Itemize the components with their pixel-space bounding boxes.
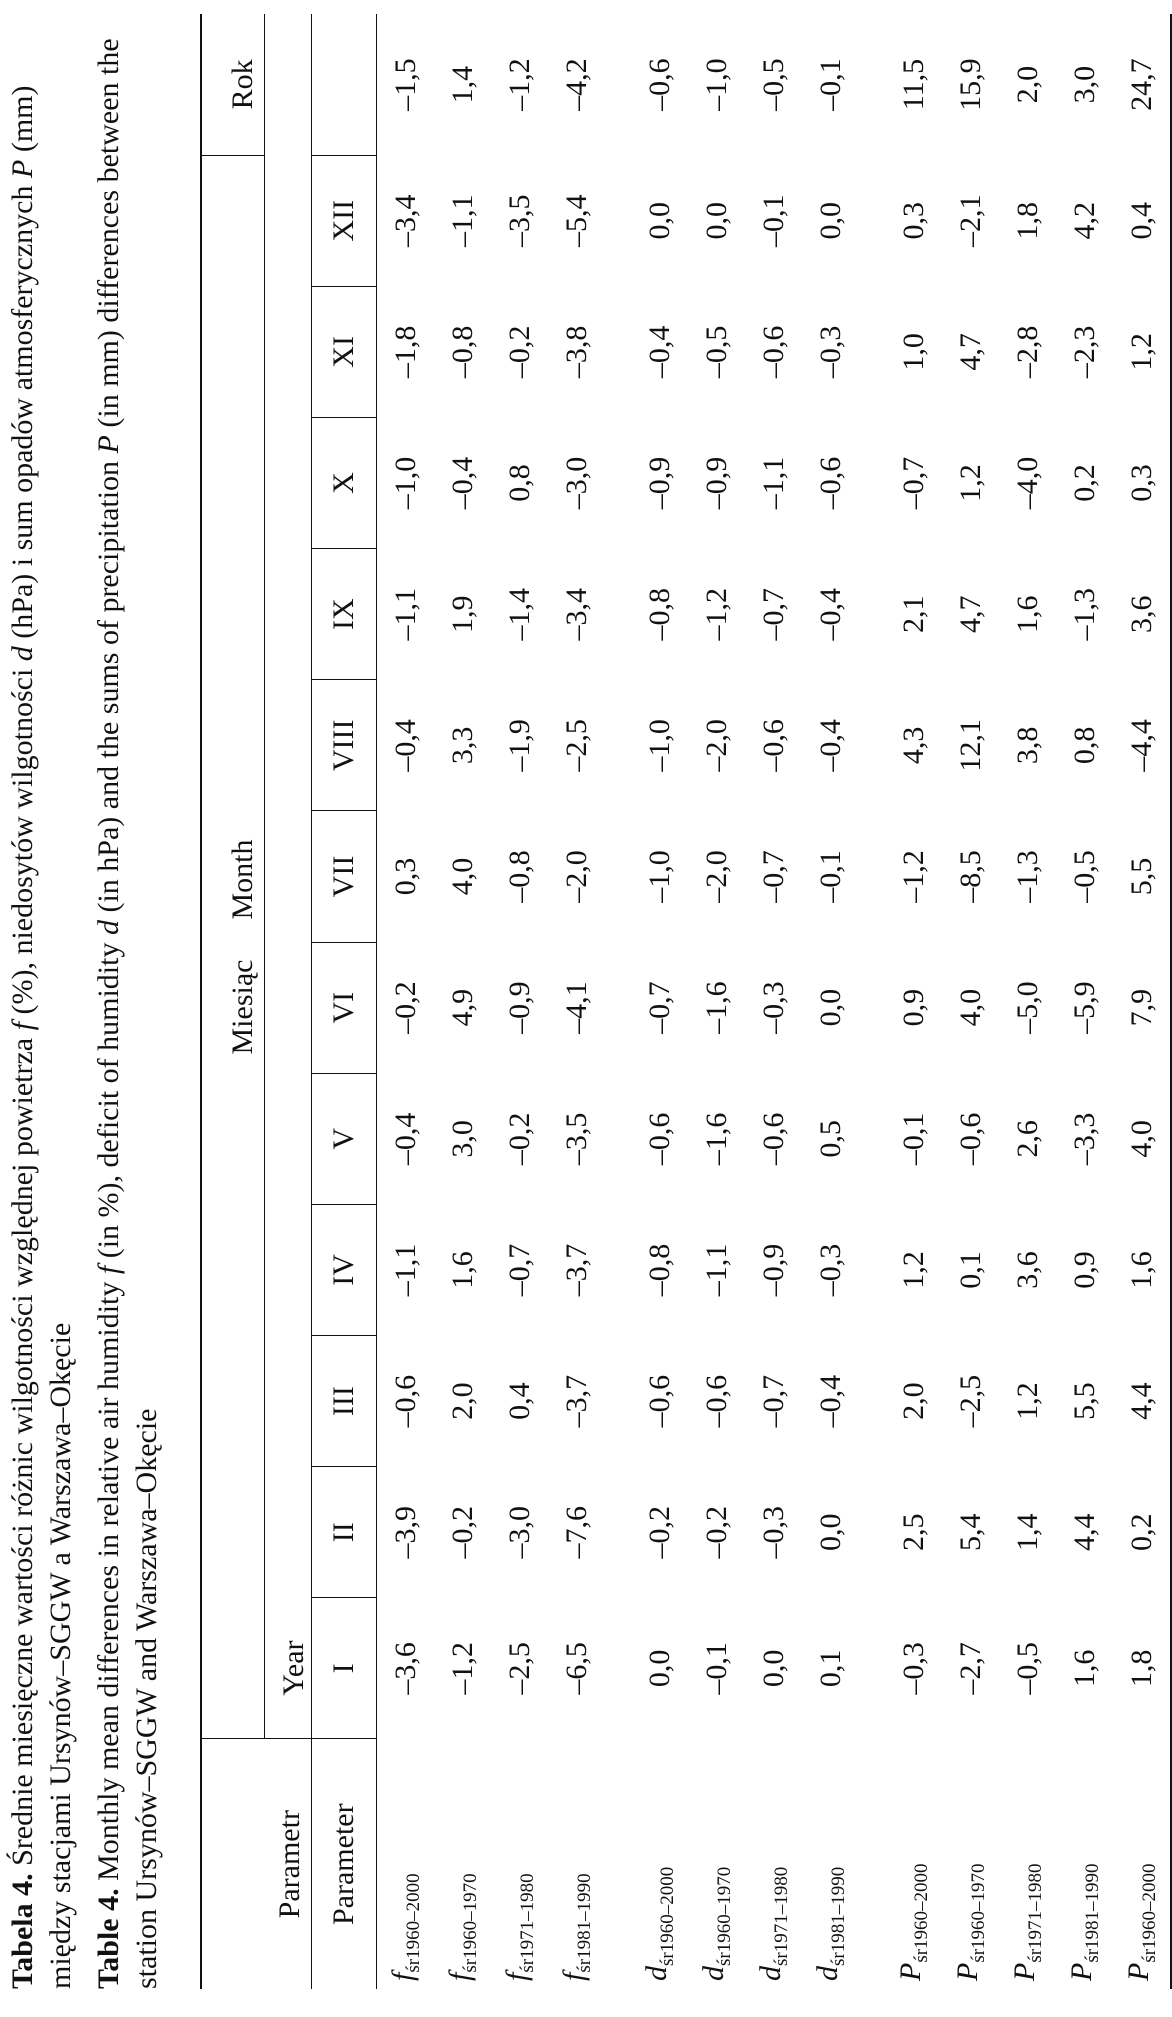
row-label: [999, 1739, 1056, 1989]
row-subscript: śr1960–2000: [911, 1863, 932, 1963]
table-row: [802, 14, 859, 1989]
month-cell: –1,0: [642, 719, 676, 772]
table-row: [688, 14, 745, 1989]
month-cell: 2,1: [896, 595, 930, 633]
month-cell: 4,7: [953, 595, 987, 633]
month-cell: –0,3: [813, 1243, 847, 1297]
month-cell: –3,4: [388, 194, 422, 247]
month-cell: –0,2: [445, 1506, 479, 1559]
month-cell: –0,6: [756, 1112, 790, 1166]
month-cell: –4,1: [559, 981, 593, 1034]
month-cell: 0,8: [1067, 726, 1101, 765]
month-cell: –0,7: [502, 1243, 536, 1297]
caption-en-text: Monthly mean differences in relative air humidity: [92, 1274, 125, 1889]
month-cell: –2,1: [953, 194, 987, 247]
month-cell: 1,6: [1113, 1204, 1171, 1335]
row-symbol: f: [500, 1972, 533, 1981]
year-cell: –0,6: [642, 58, 676, 111]
month-cell: –3,7: [559, 1374, 593, 1428]
month-cell: 0,0: [756, 1649, 790, 1688]
month-cell: –0,9: [502, 981, 536, 1034]
row-subscript: śr1981–1990: [828, 1866, 849, 1966]
month-cell: 0,9: [896, 988, 930, 1027]
month-cell: 4,4: [1113, 1336, 1171, 1467]
row-symbol: P: [1122, 1962, 1155, 1981]
month-cell: –0,8: [502, 850, 536, 903]
year-cell: –4,2: [559, 58, 593, 111]
month-cell: –1,8: [388, 325, 422, 379]
year-cell: –0,5: [756, 58, 790, 111]
month-cell: 0,3: [896, 201, 930, 240]
month-cell: –0,6: [953, 1112, 987, 1166]
month-cell: 0,0: [813, 988, 847, 1027]
month-cell: –1,4: [502, 587, 536, 641]
table-row: [491, 14, 548, 1989]
month-cell: –2,0: [699, 719, 733, 772]
month-cell: 4,4: [1067, 1513, 1101, 1552]
month-cell: –3,6: [388, 1642, 422, 1695]
month-cell: –0,2: [388, 981, 422, 1034]
month-cell: 1,8: [1010, 201, 1044, 240]
row-subscript: śr1971–1980: [517, 1873, 538, 1973]
month-cell: –3,3: [1067, 1112, 1101, 1166]
month-cell: –1,1: [445, 194, 479, 247]
row-subscript: śr1960–2000: [657, 1866, 678, 1966]
caption-en-text: (in hPa) and the sums of precipitation: [92, 453, 125, 921]
month-cell: 3,8: [1010, 726, 1044, 765]
month-cell: –0,5: [1067, 850, 1101, 903]
row-symbol: f: [557, 1972, 590, 1981]
month-cell: –0,9: [756, 1243, 790, 1297]
caption-pl-text: Średnie miesięczne wartości różnic wilgotności względnej powietrza: [6, 1030, 39, 1874]
month-cell: –0,9: [642, 456, 676, 510]
month-cell: –2,5: [953, 1374, 987, 1428]
month-cell: –0,2: [699, 1506, 733, 1559]
month-cell: –4,0: [1010, 456, 1044, 510]
data-table: [200, 14, 1172, 1989]
header-month-4: IV: [312, 1204, 377, 1335]
month-cell: –1,1: [756, 456, 790, 510]
caption-polish: [4, 9, 80, 1989]
month-cell: 12,1: [953, 719, 987, 772]
year-cell: –1,0: [699, 58, 733, 111]
month-cell: 1,4: [1010, 1513, 1044, 1552]
month-cell: –0,9: [699, 456, 733, 510]
row-subscript: śr1981–1990: [574, 1873, 595, 1973]
header-month-10: X: [312, 417, 377, 548]
month-cell: –1,2: [699, 587, 733, 641]
month-cell: –1,3: [1067, 587, 1101, 641]
month-cell: 0,9: [1067, 1251, 1101, 1289]
row-subscript: śr1960–2000: [1139, 1863, 1160, 1963]
month-cell: –2,8: [1010, 325, 1044, 379]
month-cell: 0,4: [1113, 155, 1171, 286]
caption-pl-d: d: [6, 646, 39, 662]
month-cell: –1,0: [642, 850, 676, 903]
table-row: [745, 14, 802, 1989]
month-cell: –0,1: [756, 194, 790, 247]
month-cell: –0,8: [642, 1243, 676, 1297]
row-subscript: śr1981–1990: [1082, 1863, 1103, 1963]
month-cell: 5,4: [953, 1513, 987, 1552]
month-cell: –8,5: [953, 850, 987, 903]
month-cell: 4,3: [896, 726, 930, 765]
month-cell: –3,7: [559, 1243, 593, 1297]
month-cell: 0,0: [642, 1649, 676, 1688]
month-cell: 3,6: [1010, 1251, 1044, 1289]
header-param-pl: Parametr: [201, 1739, 312, 1989]
month-cell: 0,3: [388, 857, 422, 896]
month-cell: 3,3: [445, 726, 479, 765]
header-year-pl: Rok: [201, 14, 265, 155]
month-cell: –0,7: [642, 981, 676, 1034]
month-cell: –7,6: [559, 1506, 593, 1559]
month-cell: 5,5: [1067, 1382, 1101, 1420]
month-cell: 1,2: [1010, 1382, 1044, 1420]
row-symbol: d: [697, 1966, 730, 1981]
header-month-3: III: [312, 1336, 377, 1467]
month-cell: –0,5: [1010, 1642, 1044, 1695]
row-symbol: f: [443, 1972, 476, 1981]
table-captions: [4, 9, 176, 1989]
caption-pl-label: Tabela 4.: [6, 1873, 39, 1989]
month-cell: 0,1: [813, 1649, 847, 1688]
header-month-en: Month: [226, 839, 259, 920]
month-cell: 1,0: [896, 333, 930, 371]
month-cell: –1,2: [896, 850, 930, 903]
year-cell: –0,1: [813, 58, 847, 111]
year-cell: –1,5: [388, 58, 422, 111]
caption-en-text: (in mm) differences between the station Ursynów–SGGW and Warszawa–Okęcie: [92, 38, 163, 1989]
table-row: [999, 14, 1056, 1989]
month-cell: –0,4: [388, 1112, 422, 1166]
month-cell: –2,5: [502, 1642, 536, 1695]
month-cell: –0,4: [813, 587, 847, 641]
month-cell: 4,0: [953, 988, 987, 1027]
month-cell: –2,3: [1067, 325, 1101, 379]
header-month-6: VI: [312, 942, 377, 1073]
caption-pl-text: (%), niedosytów wilgotności: [6, 661, 39, 1023]
month-cell: –2,7: [953, 1642, 987, 1695]
month-cell: 1,6: [1067, 1649, 1101, 1688]
month-cell: –0,6: [699, 1374, 733, 1428]
row-subscript: śr1960–1970: [460, 1873, 481, 1973]
month-cell: –3,9: [388, 1506, 422, 1559]
table-body: [377, 14, 1172, 1989]
month-cell: –1,1: [388, 587, 422, 641]
year-cell: 3,0: [1067, 65, 1101, 104]
year-cell: 1,4: [445, 65, 479, 104]
month-cell: –0,8: [445, 325, 479, 379]
month-cell: –3,8: [559, 325, 593, 379]
month-cell: 0,0: [642, 201, 676, 240]
caption-en-d: d: [92, 920, 125, 936]
month-cell: –0,7: [756, 587, 790, 641]
month-cell: 0,2: [1113, 1467, 1171, 1598]
row-label: [942, 1739, 999, 1989]
row-subscript: śr1960–1970: [968, 1863, 989, 1963]
row-label: [377, 1739, 435, 1989]
header-month-1: I: [312, 1598, 377, 1739]
month-cell: 0,8: [502, 464, 536, 502]
month-cell: 2,0: [896, 1382, 930, 1420]
header-month-8: VIII: [312, 680, 377, 811]
month-cell: –0,6: [388, 1374, 422, 1428]
header-month-5: V: [312, 1073, 377, 1204]
month-cell: –0,7: [756, 850, 790, 903]
month-cell: –0,1: [699, 1642, 733, 1695]
month-cell: 3,0: [445, 1120, 479, 1158]
year-cell: 15,9: [953, 58, 987, 111]
row-symbol: d: [640, 1966, 673, 1981]
month-cell: 0,1: [953, 1251, 987, 1289]
row-label: [802, 1739, 859, 1989]
month-cell: –1,9: [502, 719, 536, 772]
row-label: [631, 1739, 688, 1989]
month-cell: 1,2: [1113, 286, 1171, 417]
month-cell: –0,4: [813, 1374, 847, 1428]
row-symbol: P: [1065, 1962, 1098, 1981]
header-year-col: [312, 14, 377, 155]
month-cell: –1,6: [699, 1112, 733, 1166]
month-cell: –0,4: [813, 719, 847, 772]
month-cell: –0,5: [699, 325, 733, 379]
caption-pl-f: f: [6, 1022, 39, 1031]
month-cell: 4,9: [445, 988, 479, 1027]
month-cell: –0,6: [756, 325, 790, 379]
month-cell: –0,3: [756, 981, 790, 1034]
row-label: [434, 1739, 491, 1989]
month-cell: –2,0: [559, 850, 593, 903]
table-row: [434, 14, 491, 1989]
month-cell: –1,3: [1010, 850, 1044, 903]
month-cell: 2,5: [896, 1513, 930, 1552]
month-cell: –0,3: [756, 1506, 790, 1559]
month-cell: 1,6: [1010, 595, 1044, 633]
row-symbol: f: [386, 1972, 419, 1981]
table-row: [885, 14, 942, 1989]
month-cell: –5,4: [559, 194, 593, 247]
month-cell: –0,4: [642, 325, 676, 379]
month-cell: 4,2: [1067, 201, 1101, 240]
caption-pl-text: (mm) między stacjami Ursynów–SGGW a Warszawa–Okęcie: [6, 85, 77, 1989]
header-month-2: II: [312, 1467, 377, 1598]
caption-en-label: Table 4.: [92, 1888, 125, 1989]
month-cell: 2,6: [1010, 1120, 1044, 1158]
month-cell: –0,3: [896, 1642, 930, 1695]
header-month-11: XI: [312, 286, 377, 417]
caption-en-text: (in %), deficit of humidity: [92, 935, 125, 1266]
month-cell: –0,7: [756, 1374, 790, 1428]
row-symbol: P: [1008, 1962, 1041, 1981]
month-cell: –0,4: [388, 719, 422, 772]
month-cell: –5,0: [1010, 981, 1044, 1034]
caption-pl-text: (hPa) i sum opadów atmosferycznych: [6, 178, 39, 647]
month-cell: 0,0: [699, 201, 733, 240]
month-cell: 2,0: [445, 1382, 479, 1420]
row-subscript: śr1971–1980: [771, 1866, 792, 1966]
row-symbol: d: [754, 1966, 787, 1981]
month-cell: 1,9: [445, 595, 479, 633]
month-cell: –2,0: [699, 850, 733, 903]
month-cell: –0,6: [642, 1374, 676, 1428]
row-label: [1113, 1739, 1171, 1989]
year-cell: –1,2: [502, 58, 536, 111]
group-gap: [605, 14, 631, 1989]
month-cell: 4,0: [445, 857, 479, 896]
month-cell: –6,5: [559, 1642, 593, 1695]
group-gap: [859, 14, 885, 1989]
month-cell: –0,6: [642, 1112, 676, 1166]
header-month-9: IX: [312, 549, 377, 680]
row-label: [885, 1739, 942, 1989]
caption-pl-p: P: [6, 159, 39, 178]
month-cell: 1,2: [953, 464, 987, 502]
month-cell: –3,5: [502, 194, 536, 247]
month-cell: –0,1: [813, 850, 847, 903]
month-cell: –0,2: [502, 1112, 536, 1166]
header-month-pl: Miesiąc: [226, 959, 259, 1055]
month-cell: –0,7: [896, 456, 930, 510]
month-cell: 0,5: [813, 1120, 847, 1158]
month-cell: –1,6: [699, 981, 733, 1034]
table-row: [1113, 14, 1171, 1989]
header-month: [201, 155, 265, 1739]
header-month-7: VII: [312, 811, 377, 942]
row-label: [745, 1739, 802, 1989]
month-cell: –0,8: [642, 587, 676, 641]
month-cell: 4,7: [953, 333, 987, 371]
row-label: [491, 1739, 548, 1989]
month-cell: –0,2: [502, 325, 536, 379]
table-row: [377, 14, 435, 1989]
month-cell: –3,0: [559, 456, 593, 510]
month-cell: –1,1: [699, 1243, 733, 1297]
month-cell: –2,5: [559, 719, 593, 772]
caption-en-p: P: [92, 435, 125, 454]
month-cell: –0,4: [445, 456, 479, 510]
month-cell: 1,8: [1113, 1598, 1171, 1739]
table-row: [631, 14, 688, 1989]
month-cell: –5,9: [1067, 981, 1101, 1034]
month-cell: 1,6: [445, 1251, 479, 1289]
month-cell: –0,6: [756, 719, 790, 772]
month-cell: –0,3: [813, 325, 847, 379]
row-subscript: śr1960–1970: [714, 1866, 735, 1966]
caption-english: [90, 9, 166, 1989]
month-cell: –3,5: [559, 1112, 593, 1166]
month-cell: 5,5: [1113, 811, 1171, 942]
month-cell: –0,1: [896, 1112, 930, 1166]
row-symbol: d: [811, 1966, 844, 1981]
row-subscript: śr1971–1980: [1025, 1863, 1046, 1963]
month-cell: 0,4: [502, 1382, 536, 1420]
header-param-en: Parameter: [312, 1739, 377, 1989]
month-cell: 0,0: [813, 1513, 847, 1552]
month-cell: 0,3: [1113, 417, 1171, 548]
month-cell: 0,0: [813, 201, 847, 240]
month-cell: –4,4: [1113, 680, 1171, 811]
row-label: [548, 1739, 605, 1989]
table-row: [942, 14, 999, 1989]
month-cell: –1,0: [388, 456, 422, 510]
table-row: [548, 14, 605, 1989]
month-cell: –0,2: [642, 1506, 676, 1559]
row-label: [1056, 1739, 1113, 1989]
month-cell: –3,0: [502, 1506, 536, 1559]
header-months-row: [312, 14, 377, 1989]
row-symbol: P: [951, 1962, 984, 1981]
year-cell: 11,5: [896, 58, 930, 111]
month-cell: 1,2: [896, 1251, 930, 1289]
year-cell: 2,0: [1010, 65, 1044, 104]
month-cell: –1,2: [445, 1642, 479, 1695]
month-cell: –3,4: [559, 587, 593, 641]
header-year-en: Year: [265, 1598, 312, 1739]
table-row: [1056, 14, 1113, 1989]
row-subscript: śr1960–2000: [403, 1873, 424, 1973]
month-cell: 7,9: [1113, 942, 1171, 1073]
row-symbol: P: [894, 1962, 927, 1981]
row-label: [688, 1739, 745, 1989]
year-cell: 24,7: [1113, 14, 1171, 155]
month-cell: 4,0: [1113, 1073, 1171, 1204]
month-cell: 3,6: [1113, 549, 1171, 680]
header-month-12: XII: [312, 155, 377, 286]
month-cell: –1,1: [388, 1243, 422, 1297]
month-cell: –0,6: [813, 456, 847, 510]
caption-en-f: f: [92, 1265, 125, 1275]
month-cell: 0,2: [1067, 464, 1101, 502]
